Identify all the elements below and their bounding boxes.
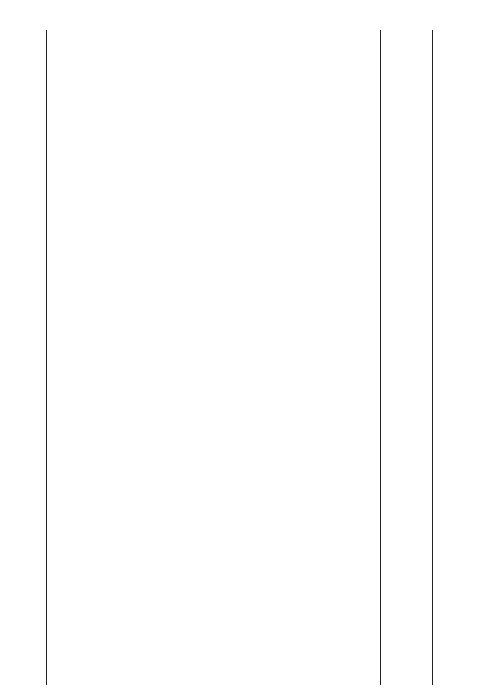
column-divider-tote xyxy=(380,30,381,685)
column-divider-year xyxy=(46,30,47,685)
column-divider-verletzte xyxy=(432,30,433,685)
